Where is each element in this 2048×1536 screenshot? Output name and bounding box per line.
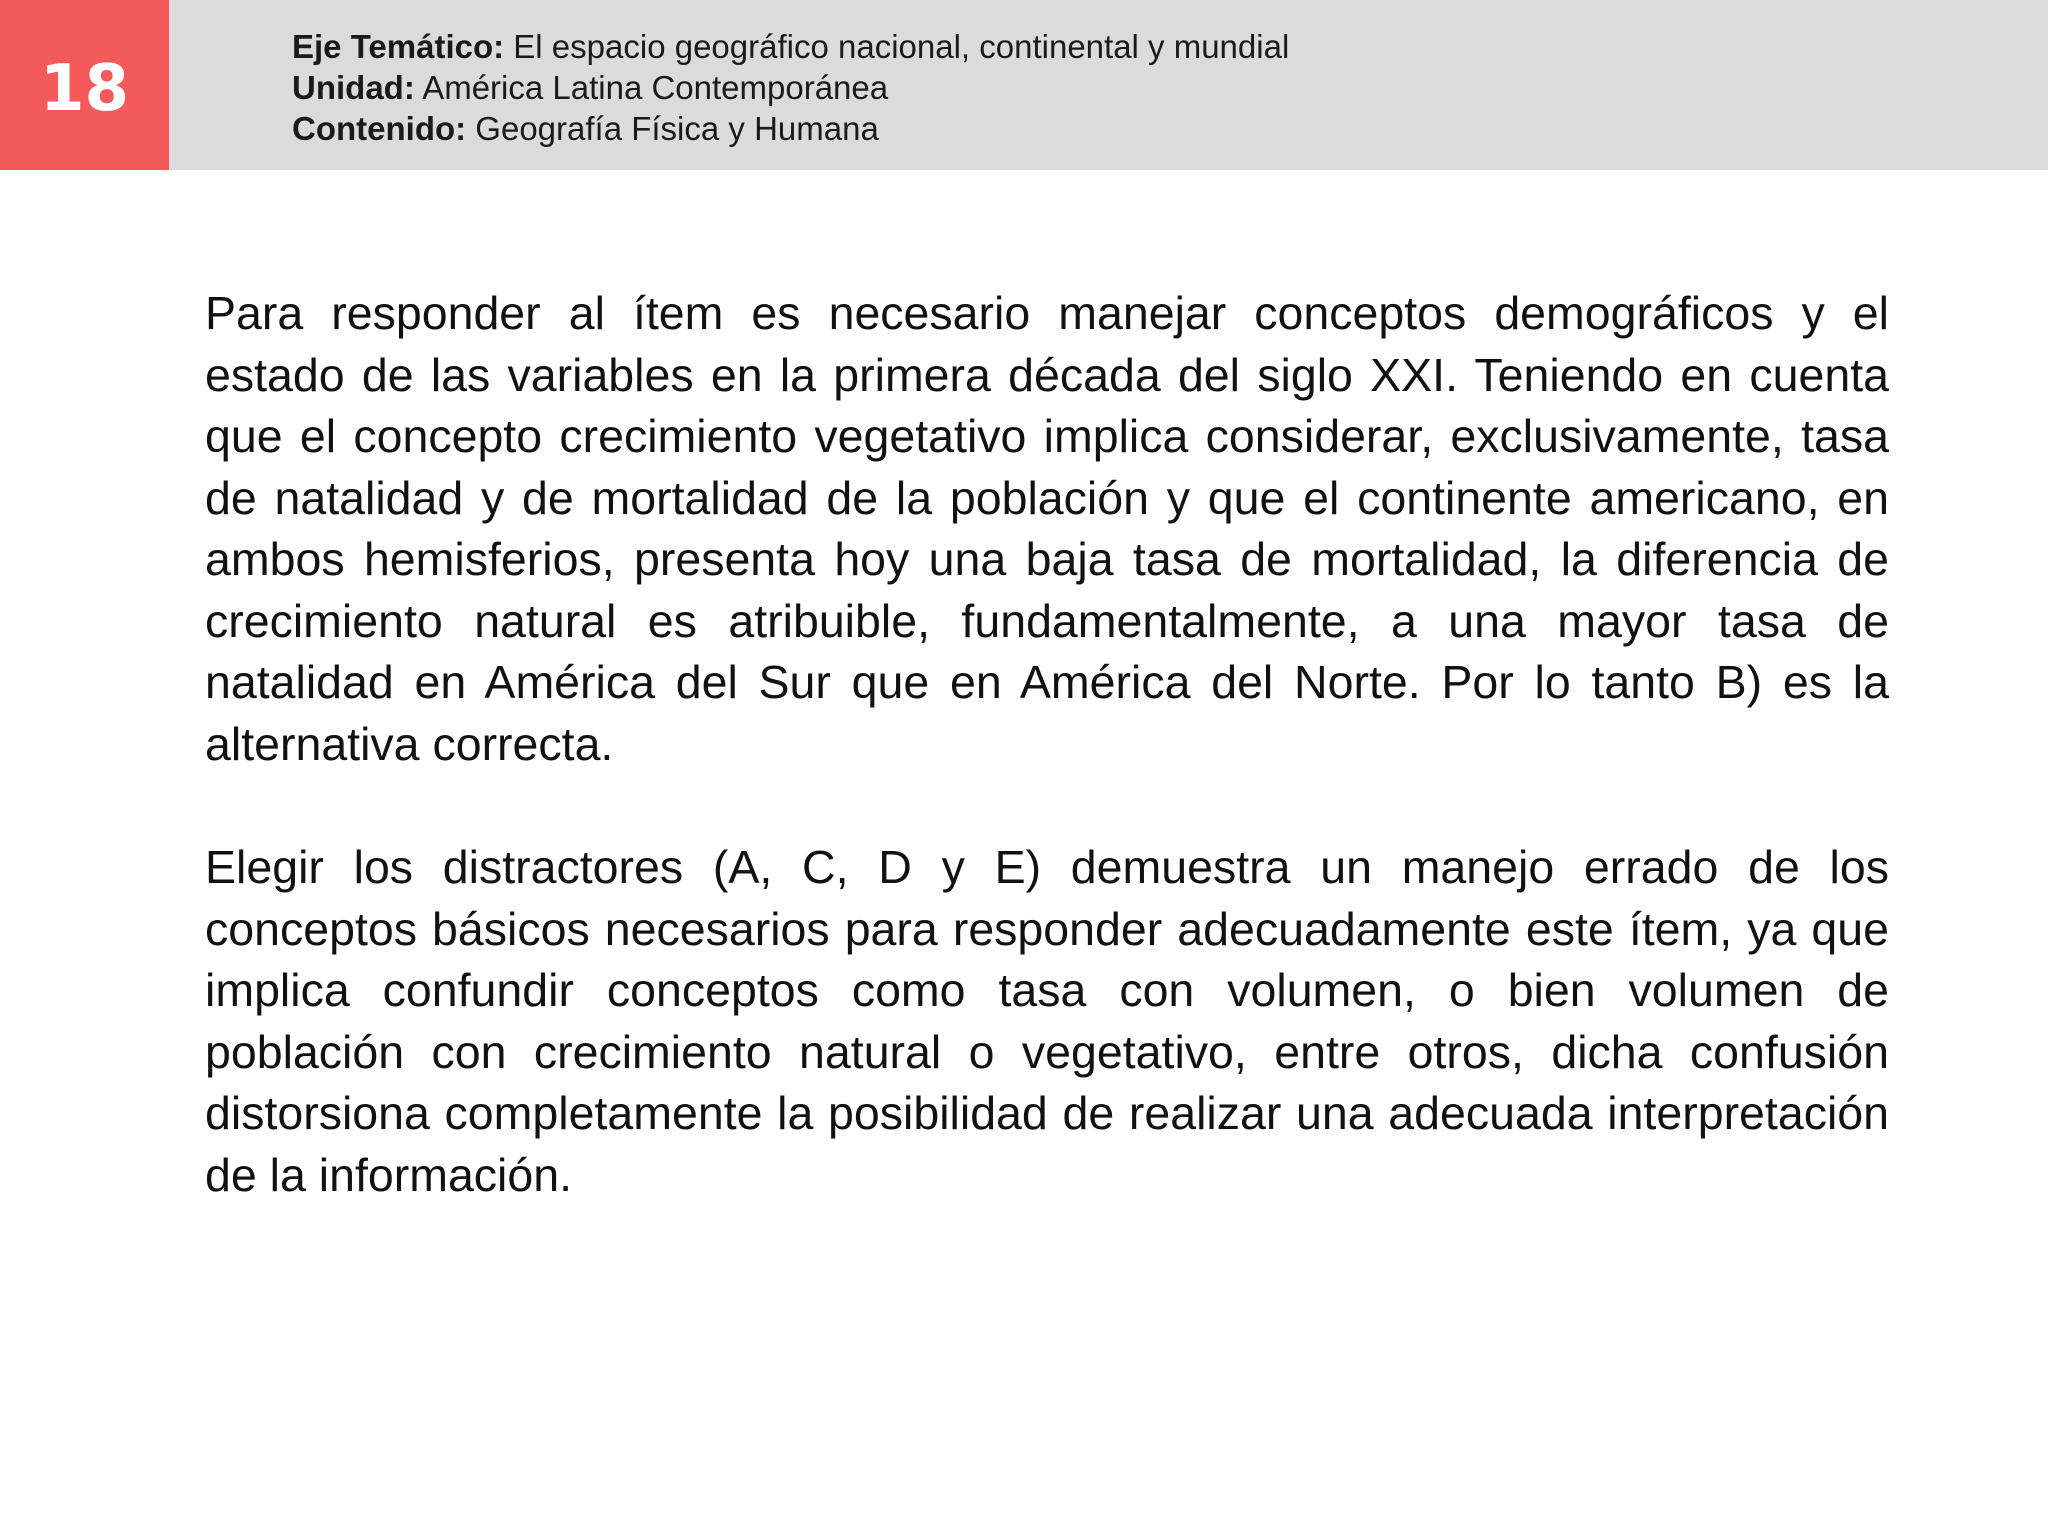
eje-tematico-line: [292, 26, 1289, 67]
unidad-label: Unidad:: [292, 69, 415, 106]
explanation-paragraph-1: Para responder al ítem es necesario manejar conceptos demográficos y el estado de las variables en la primera década del siglo XXI. Teniendo en cuenta que el concepto crecimiento vegetativo implica considerar, exclusivamente, tasa de natalidad y de mortalidad de la población y que el continente americano, en ambos hemisferios, presenta hoy una baja tasa de mortalidad, la diferencia de crecimiento natural es atribuible, fundamentalmente, a una mayor tasa de natalidad en América del Sur que en América del Norte. Por lo tanto B) es la alternativa correcta.: [205, 287, 1889, 770]
contenido-value: Geografía Física y Humana: [475, 110, 879, 147]
explanation-body: [205, 283, 1889, 1206]
header-bar: [0, 0, 2048, 170]
item-number: 18: [39, 52, 130, 126]
unidad-value: América Latina Contemporánea: [422, 69, 889, 106]
eje-tematico-value: El espacio geográfico nacional, continental y mundial: [513, 28, 1290, 65]
eje-tematico-label: Eje Temático:: [292, 28, 505, 65]
contenido-line: [292, 108, 1289, 149]
contenido-label: Contenido:: [292, 110, 467, 147]
item-number-badge: [0, 0, 169, 170]
explanation-paragraph-2: Elegir los distractores (A, C, D y E) demuestra un manejo errado de los conceptos básicos necesarios para responder adecuadamente este ítem, ya que implica confundir conceptos como tasa con volumen, o bien volumen de población con crecimiento natural o vegetativo, entre otros, dicha confusión distorsiona completamente la posibilidad de realizar una adecuada interpretación de la información.: [205, 841, 1889, 1201]
unidad-line: [292, 67, 1289, 108]
item-metadata: [292, 26, 1289, 149]
